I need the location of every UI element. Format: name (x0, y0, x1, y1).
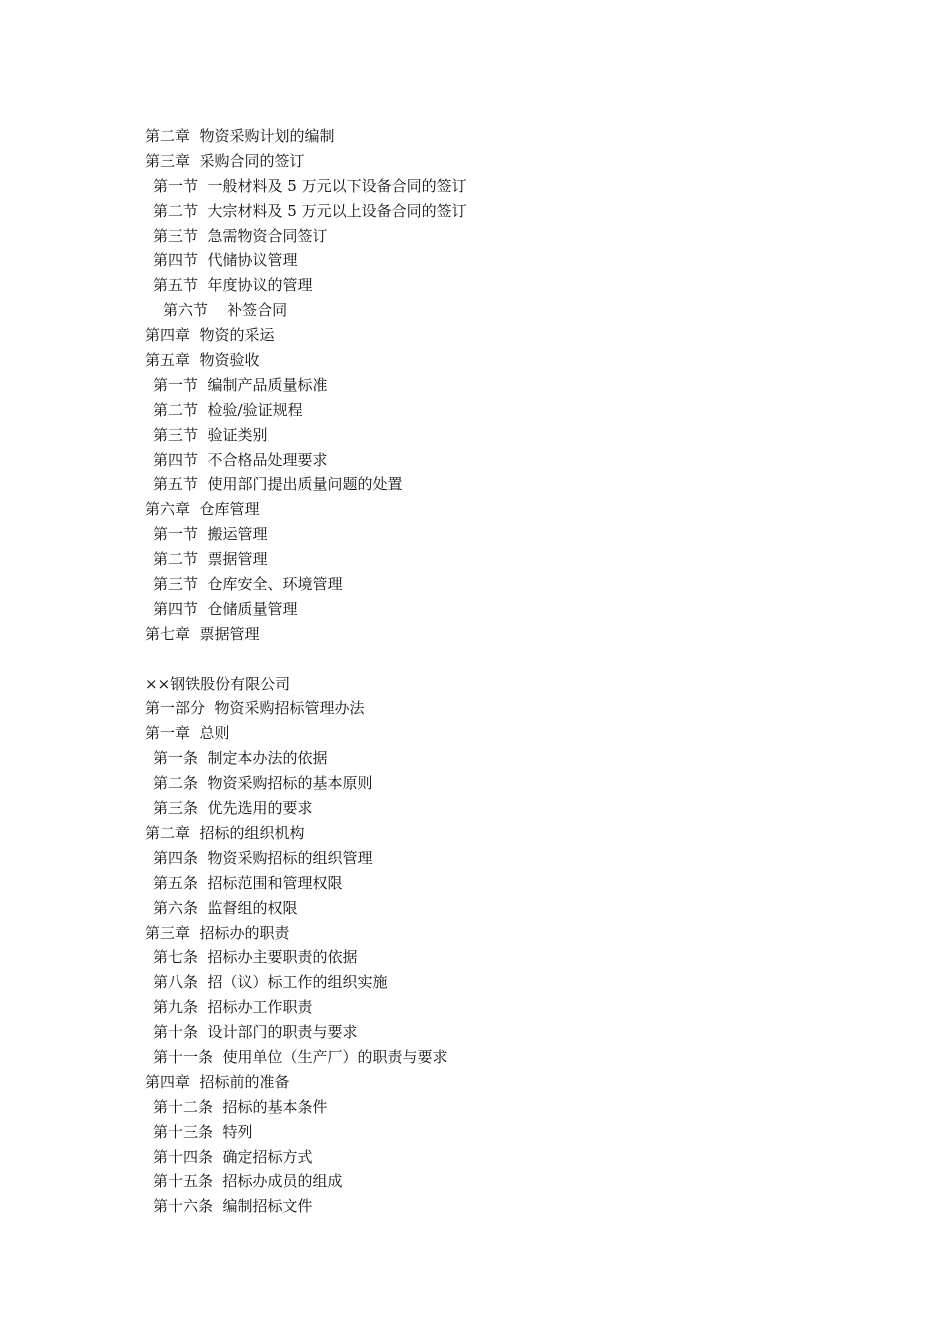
toc-entry: 第一节 一般材料及 5 万元以下设备合同的签订 (153, 176, 467, 195)
toc-entry: 第四节 代储协议管理 (153, 251, 298, 270)
toc-entry: 第十五条 招标办成员的组成 (153, 1172, 343, 1191)
toc-entry: 第一条 制定本办法的依据 (153, 749, 328, 768)
toc-entry: 第七条 招标办主要职责的依据 (153, 948, 358, 967)
toc-entry: 第十六条 编制招标文件 (153, 1197, 313, 1216)
section-gap (145, 647, 845, 672)
toc-entry: 第四节 不合格品处理要求 (153, 450, 328, 469)
toc-heading: 第二章 招标的组织机构 (145, 823, 305, 842)
toc-entry: 第一节 编制产品质量标准 (153, 375, 328, 394)
toc-heading: 第一章 总则 (145, 724, 230, 743)
toc-entry: 第五节 使用部门提出质量问题的处置 (153, 475, 403, 494)
toc-heading: 第四章 物资的采运 (145, 326, 275, 345)
toc-entry: 第八条 招（议）标工作的组织实施 (153, 973, 388, 992)
toc-heading: 第一部分 物资采购招标管理办法 (145, 699, 365, 718)
toc-entry: 第十条 设计部门的职责与要求 (153, 1023, 358, 1042)
toc-entry: 第二节 大宗材料及 5 万元以上设备合同的签订 (153, 201, 467, 220)
toc-heading: 第三章 采购合同的签订 (145, 151, 305, 170)
toc-entry: 第十四条 确定招标方式 (153, 1147, 313, 1166)
toc-entry: 第六条 监督组的权限 (153, 898, 298, 917)
toc-entry: 第二条 物资采购招标的基本原则 (153, 774, 373, 793)
toc-entry: 第十一条 使用单位（生产厂）的职责与要求 (153, 1047, 448, 1066)
toc-part-b (145, 672, 845, 1220)
toc-entry: 第一节 搬运管理 (153, 525, 268, 544)
toc-entry: 第六节 补签合同 (163, 301, 288, 320)
toc-entry: 第三节 急需物资合同签订 (153, 226, 328, 245)
toc-entry: 第三节 验证类别 (153, 425, 268, 444)
toc-entry: 第五条 招标范围和管理权限 (153, 873, 343, 892)
toc-heading: 第六章 仓库管理 (145, 500, 260, 519)
toc-part-a (145, 124, 845, 647)
toc-heading: ××钢铁股份有限公司 (145, 674, 291, 693)
toc-entry: 第九条 招标办工作职责 (153, 998, 313, 1017)
toc-heading: 第三章 招标办的职责 (145, 923, 290, 942)
toc-entry: 第二节 检验/验证规程 (153, 400, 303, 419)
toc-heading: 第七章 票据管理 (145, 624, 260, 643)
toc-entry: 第二节 票据管理 (153, 550, 268, 569)
toc-heading: 第二章 物资采购计划的编制 (145, 127, 335, 145)
toc-heading: 第四章 招标前的准备 (145, 1072, 290, 1091)
toc-entry: 第三条 优先选用的要求 (153, 799, 313, 818)
toc-entry: 第三节 仓库安全、环境管理 (153, 575, 343, 594)
table-of-contents (145, 124, 845, 1219)
toc-entry: 第十二条 招标的基本条件 (153, 1097, 328, 1116)
toc-entry: 第四条 物资采购招标的组织管理 (153, 848, 373, 867)
toc-entry: 第四节 仓储质量管理 (153, 599, 298, 618)
toc-entry: 第五节 年度协议的管理 (153, 276, 313, 295)
toc-entry: 第十三条 特列 (153, 1122, 253, 1141)
toc-heading: 第五章 物资验收 (145, 351, 260, 370)
